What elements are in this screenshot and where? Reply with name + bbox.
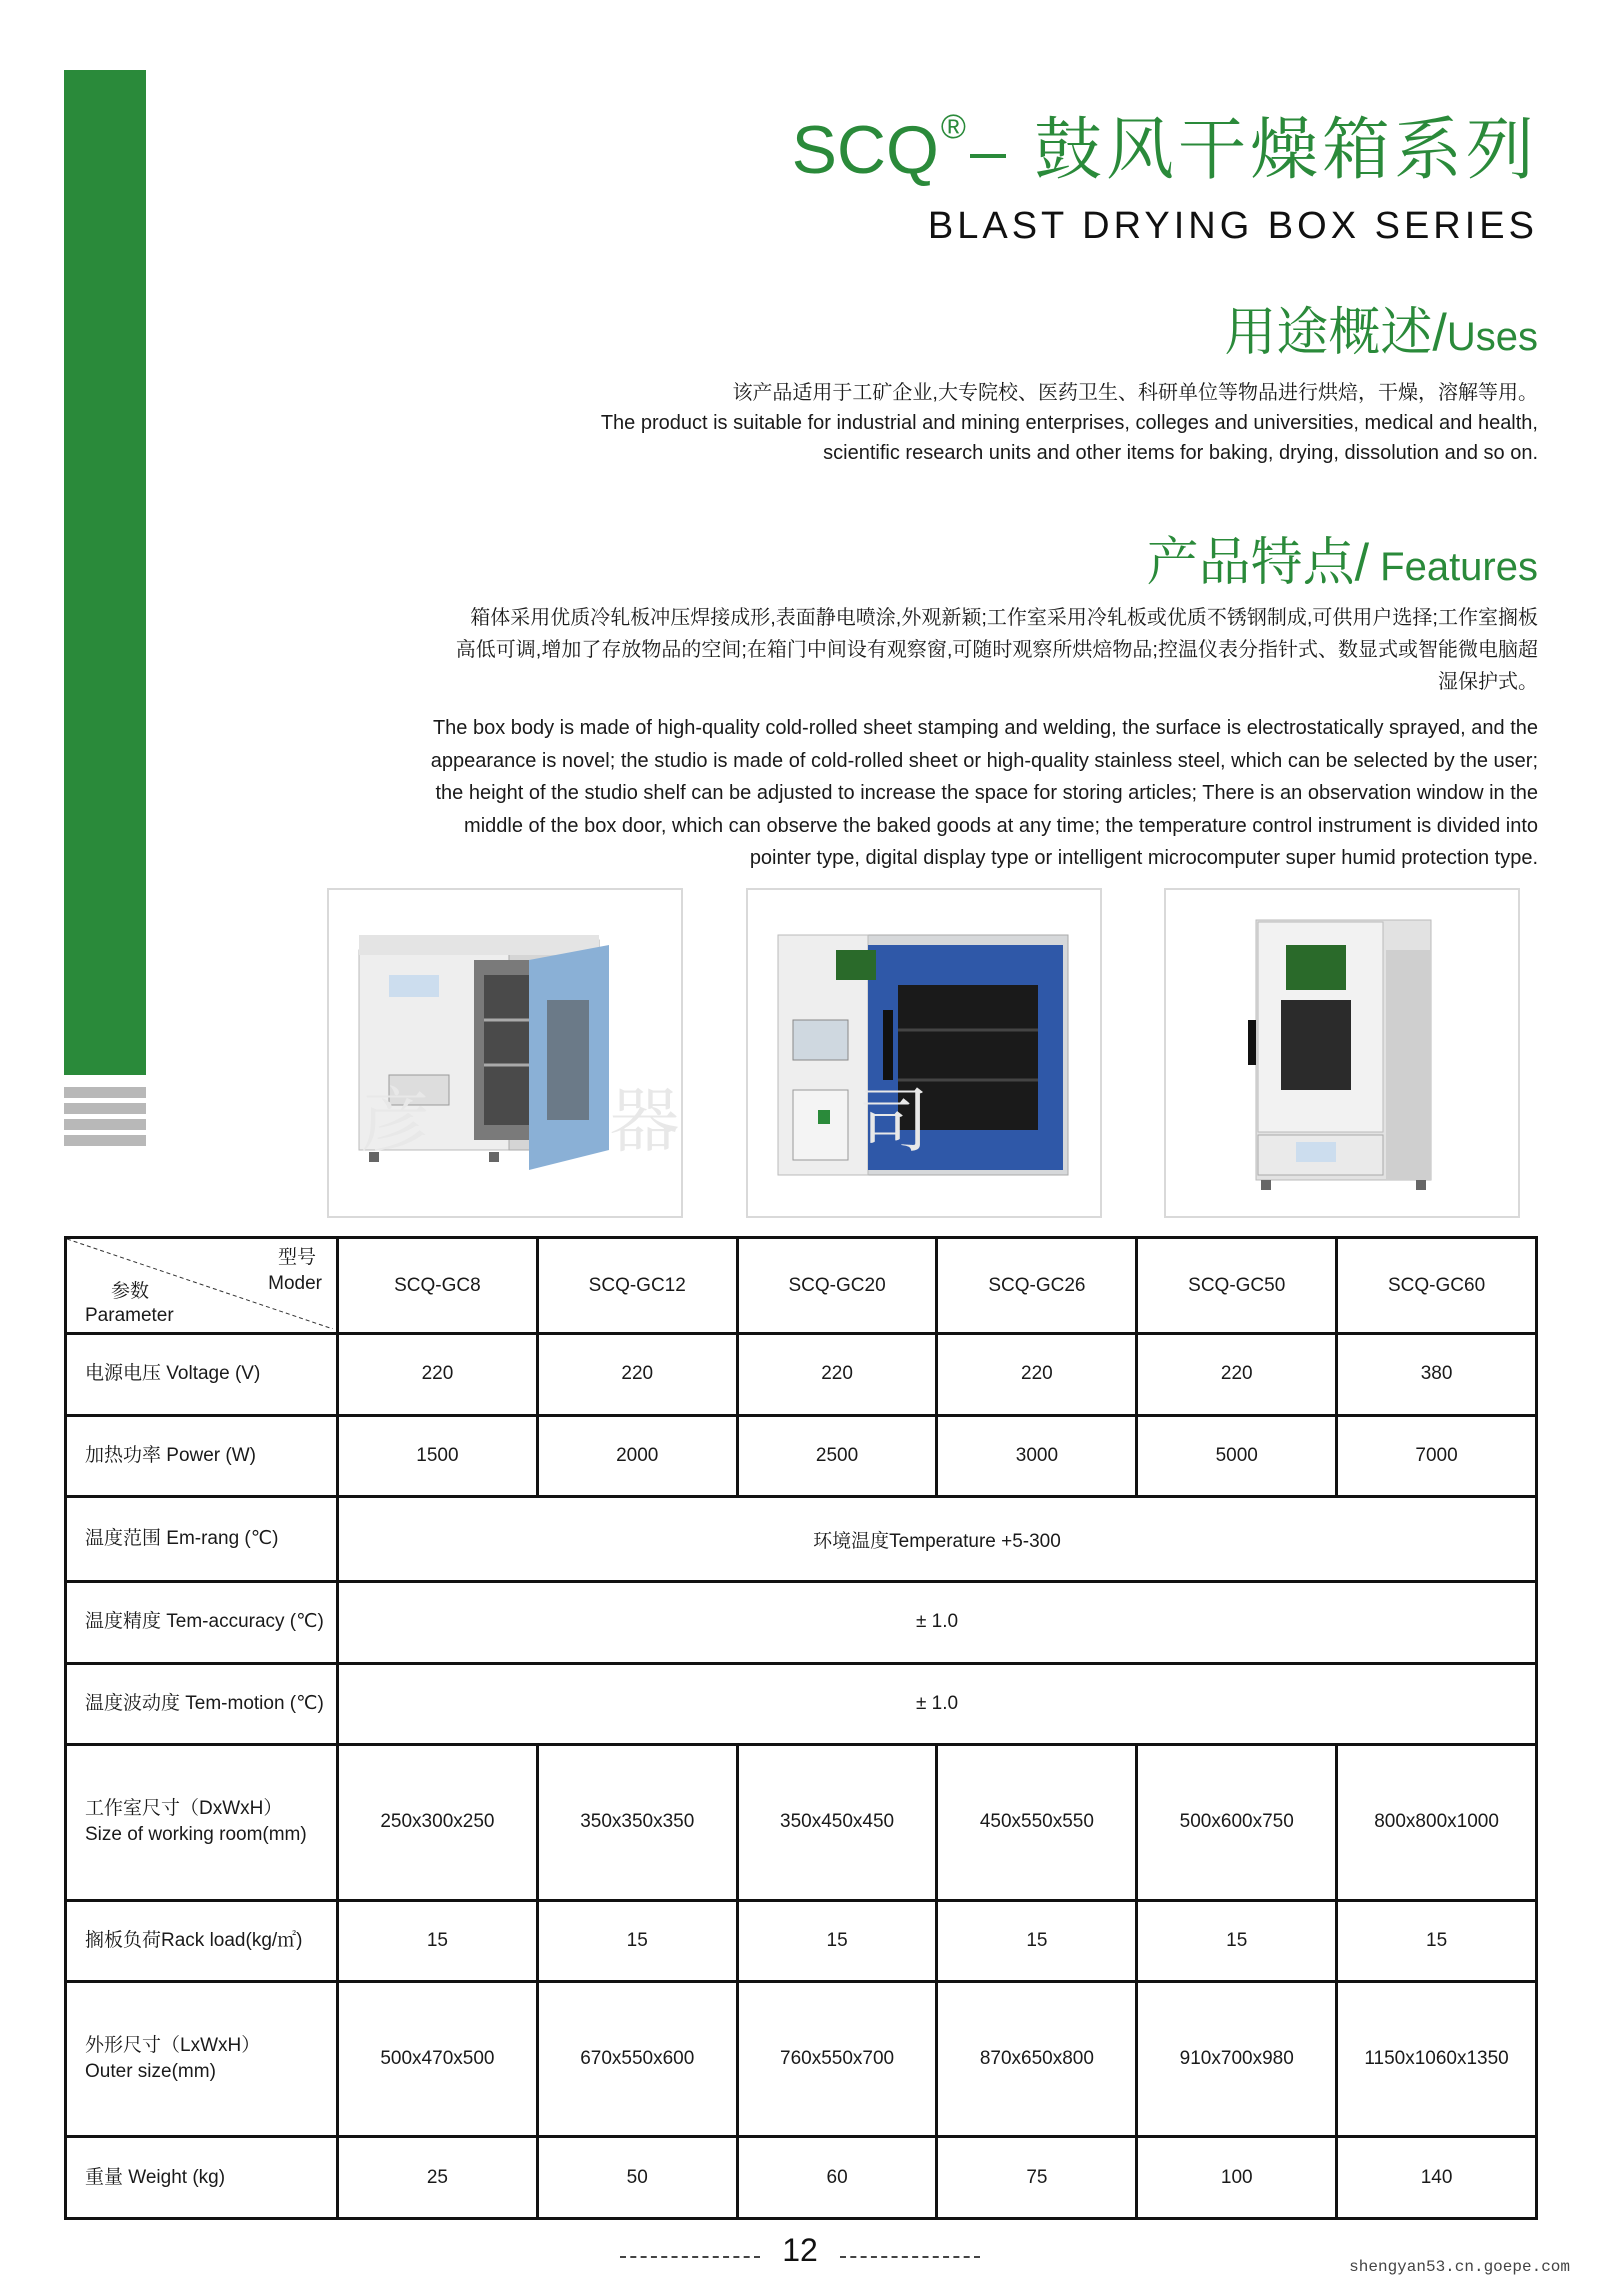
page-number: 12 <box>782 2232 818 2268</box>
features-en-line: middle of the box door, which can observe the baked goods at any time; the temperature control instrument is divided into <box>464 814 1538 837</box>
table-cell: 15 <box>1137 1900 1337 1982</box>
table-row <box>66 1334 1537 1416</box>
param-label-line: Size of working room(mm) <box>85 1824 307 1846</box>
table-cell: 60 <box>737 2137 937 2219</box>
model-header: SCQ-GC60 <box>1337 1238 1537 1334</box>
brand-code: SCQ <box>791 112 939 188</box>
table-row <box>66 1900 1537 1982</box>
table-cell: 3000 <box>937 1415 1137 1497</box>
table-cell: 50 <box>537 2137 737 2219</box>
features-en-line: appearance is novel; the studio is made of cold-rolled sheet or high-quality stainless steel, which can be selected by the user; <box>430 749 1538 772</box>
table-cell: 15 <box>537 1900 737 1982</box>
registered-mark: ® <box>940 108 966 146</box>
features-title-cn: 产品特点/ <box>1146 534 1370 592</box>
table-cell: 800x800x1000 <box>1337 1745 1537 1900</box>
table-cell: 250x300x250 <box>338 1745 538 1900</box>
table-cell: 220 <box>737 1334 937 1416</box>
watermark: 彦 器 司 <box>360 1082 1009 1160</box>
product-photo-gc50 <box>1164 888 1520 1218</box>
features-cn-line: 箱体采用优质冷轧板冲压焊接成形,表面静电喷涂,外观新颖;工作室采用冷轧板或优质不锈钢制成,可供用户选择;工作室搁板 <box>470 607 1538 629</box>
param-label <box>66 1745 338 1900</box>
model-header: SCQ-GC26 <box>937 1238 1137 1334</box>
header-model-cn: 型号 <box>277 1247 316 1268</box>
spec-table <box>64 1236 1538 2220</box>
footer-dash-left <box>620 2256 760 2258</box>
param-label: 电源电压 Voltage (V) <box>66 1334 338 1416</box>
table-cell: 25 <box>338 2137 538 2219</box>
table-span-cell: ± 1.0 <box>338 1663 1537 1745</box>
table-cell: 2000 <box>537 1415 737 1497</box>
uses-title-cn: 用途概述/ <box>1224 304 1447 362</box>
param-label: 搁板负荷Rack load(kg/㎡) <box>66 1900 338 1982</box>
model-header: SCQ-GC50 <box>1137 1238 1337 1334</box>
table-cell: 15 <box>1337 1900 1537 1982</box>
table-cell: 1150x1060x1350 <box>1337 1982 1537 2137</box>
gray-stripe <box>64 1135 146 1146</box>
features-en-line: the height of the studio shelf can be adjusted to increase the space for storing articles; There is an observation window in the <box>435 782 1538 804</box>
gray-stripe <box>64 1119 146 1130</box>
table-row <box>66 1497 1537 1582</box>
table-cell: 910x700x980 <box>1137 1982 1337 2137</box>
features-title-en: Features <box>1369 545 1538 589</box>
table-cell: 670x550x600 <box>537 1982 737 2137</box>
param-label-line: Outer size(mm) <box>85 2061 216 2083</box>
features-en-line: The box body is made of high-quality cold-rolled sheet stamping and welding, the surface is electrostatically sprayed, and the <box>432 717 1538 739</box>
table-cell: 760x550x700 <box>737 1982 937 2137</box>
features-cn-line: 高低可调,增加了存放物品的空间;在箱门中间设有观察窗,可随时观察所烘焙物品;控温仪表分指针式、数显式或智能微电脑超 <box>455 639 1538 661</box>
table-cell: 75 <box>937 2137 1137 2219</box>
features-text-cn <box>278 602 1538 698</box>
table-cell: 15 <box>338 1900 538 1982</box>
table-cell: 500x600x750 <box>1137 1745 1337 1900</box>
param-label: 温度波动度 Tem-motion (℃) <box>66 1663 338 1745</box>
table-span-cell: 环境温度Temperature +5-300 <box>338 1497 1537 1582</box>
table-cell: 1500 <box>338 1415 538 1497</box>
table-cell: 380 <box>1337 1334 1537 1416</box>
param-label-line: 外形尺寸（LxWxH） <box>85 2035 261 2057</box>
uses-title-en: Uses <box>1446 315 1538 359</box>
gray-stripe <box>64 1103 146 1114</box>
table-cell: 450x550x550 <box>937 1745 1137 1900</box>
param-label: 加热功率 Power (W) <box>66 1415 338 1497</box>
table-cell: 2500 <box>737 1415 937 1497</box>
header-param-en: Parameter <box>85 1305 174 1326</box>
table-row <box>66 1982 1537 2137</box>
uses-text <box>438 378 1538 468</box>
features-text-en <box>278 712 1538 875</box>
brand-title <box>792 110 1538 190</box>
features-title <box>1147 520 1538 595</box>
table-cell: 220 <box>1137 1334 1337 1416</box>
uses-text-cn: 该产品适用于工矿企业,大专院校、医药卫生、科研单位等物品进行烘焙，干燥，溶解等用。 <box>732 382 1538 404</box>
param-label: 温度范围 Em-rang (℃) <box>66 1497 338 1582</box>
table-row <box>66 1582 1537 1664</box>
param-label <box>66 1982 338 2137</box>
brand-title-cn: 鼓风干燥箱系列 <box>1033 112 1538 188</box>
product-photo-gc8 <box>327 888 683 1218</box>
header-corner-cell <box>66 1238 338 1334</box>
table-row <box>66 2137 1537 2219</box>
table-span-cell: ± 1.0 <box>338 1582 1537 1664</box>
param-label: 温度精度 Tem-accuracy (℃) <box>66 1582 338 1664</box>
uses-text-en-2: scientific research units and other items for baking, drying, dissolution and so on. <box>823 442 1538 464</box>
table-cell: 500x470x500 <box>338 1982 538 2137</box>
uses-text-en-1: The product is suitable for industrial and mining enterprises, colleges and universities, medical and health, <box>600 412 1538 434</box>
param-label-line: 工作室尺寸（DxWxH） <box>85 1798 283 1820</box>
table-header-row <box>66 1238 1537 1334</box>
site-url: shengyan53.cn.goepe.com <box>1349 2258 1570 2276</box>
features-cn-line: 湿保护式。 <box>1438 671 1538 693</box>
uses-title <box>1224 290 1538 365</box>
table-cell: 15 <box>737 1900 937 1982</box>
table-cell: 220 <box>937 1334 1137 1416</box>
table-cell: 100 <box>1137 2137 1337 2219</box>
table-row <box>66 1663 1537 1745</box>
table-cell: 5000 <box>1137 1415 1337 1497</box>
model-header: SCQ-GC8 <box>338 1238 538 1334</box>
brand-title-en: BLAST DRYING BOX SERIES <box>927 205 1538 247</box>
table-cell: 350x350x350 <box>537 1745 737 1900</box>
green-side-bar <box>64 70 146 1075</box>
table-cell: 7000 <box>1337 1415 1537 1497</box>
table-cell: 220 <box>537 1334 737 1416</box>
table-cell: 220 <box>338 1334 538 1416</box>
model-header: SCQ-GC12 <box>537 1238 737 1334</box>
gray-stripe <box>64 1087 146 1098</box>
table-cell: 15 <box>937 1900 1137 1982</box>
features-en-line: pointer type, digital display type or intelligent microcomputer super humid protection type. <box>749 847 1538 869</box>
table-row <box>66 1745 1537 1900</box>
table-cell: 140 <box>1337 2137 1537 2219</box>
model-header: SCQ-GC20 <box>737 1238 937 1334</box>
table-cell: 870x650x800 <box>937 1982 1137 2137</box>
header-model-en: Moder <box>268 1273 322 1294</box>
brand-dash <box>970 154 1006 158</box>
footer-dash-right <box>840 2256 980 2258</box>
param-label: 重量 Weight (kg) <box>66 2137 338 2219</box>
table-row <box>66 1415 1537 1497</box>
product-photo-gc20 <box>746 888 1102 1218</box>
header-param-cn: 参数 <box>111 1281 150 1302</box>
table-cell: 350x450x450 <box>737 1745 937 1900</box>
